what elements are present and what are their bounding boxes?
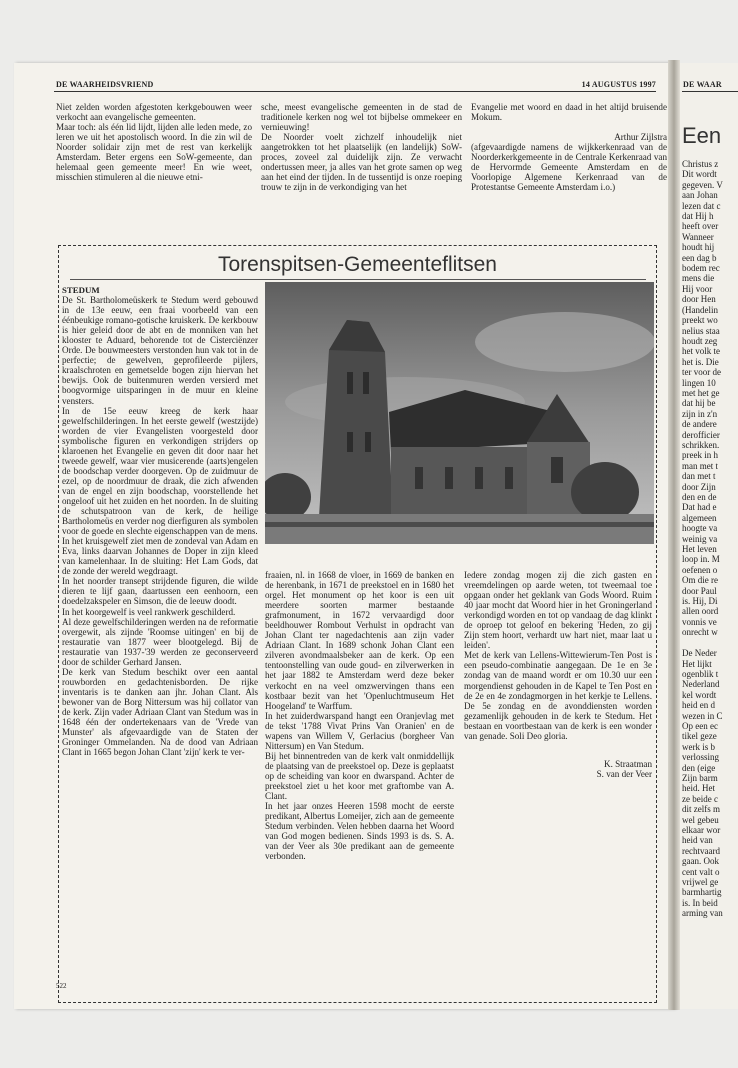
book-gutter <box>668 60 680 1010</box>
feature-col-middle: fraaien, nl. in 1668 de vloer, in 1669 de banken en de herenbank, in 1671 de preekstoel en in 1680 het orgel. Het monument op het koor is een uit meerdere soorten marmer bestaande grafmonument, in 1672 vervaardigd door beeldhouwer Rombout Verhulst in opdracht van Johan Clant ter nagedachtenis aan zijn vader Adriaan Clant. In 1689 schonk Johan Clant een zilveren avondmaalsbeker aan de kerk. Op een tentoonstelling van oude goud- en zilverwerken in het jaar 1882 te Amsterdam werd deze beker verkocht en na veel omzwervingen thans een kostbaar bezit van het 'Openluchtmuseum Het Hoogeland' te Warffum. In het zuiderdwarspand hangt een Oranjevlag met de tekst '1788 Vivat Prins Van Oranien' en de wapens van Willem V, Gerlacius (borgheer Van Nittersum) en Van Stedum. Bij het binnentreden van de kerk valt onmiddellijk de plaatsing van de preekstoel op. Deze is geplaatst op de scheiding van koor en dwarspand. Achter de preekstoel ziet u het koor met graftombe van A. Clant. In het jaar onzes Heeren 1598 mocht de eerste predikant, Albertus Lomeijer, zich aan de gemeente Stedum verbinden. Velen hebben daarna het Woord van God mogen bedienen. Sinds 1993 is ds. S. A. van der Veer als 30e predikant aan de gemeente verbonden. <box>265 570 454 862</box>
church-illustration <box>265 282 654 544</box>
page-number: 522 <box>56 982 67 990</box>
top-article-col1: Niet zelden worden afgestoten kerkgebouwen weer verkocht aan evangelische gemeenten. Maar toch: als één lid lijdt, lijden alle leden mede, zo leren we uit het apostolisch woord. In die zin wil de Noorder solidair zijn met de rest van kerkelijk Amsterdam. Beter ergens een SoW-gemeente, dan helemaal geen gemeente meer! En wie weet, misschien stimuleren al die nieuwe etni- <box>56 102 252 183</box>
top-article-col2: sche, meest evangelische gemeenten in de stad de traditionele kerken nog wel tot bijbelse ommekeer en vernieuwing! De Noorder voelt zichzelf inhoudelijk niet aangetrokken tot het plaatselijk (en landelijk) SoW-proces, zoveel zal duidelijk zijn. Ze verwacht ondertussen meer, ja alles van het grote samen op weg aan het eind der tijden. In de tussentijd is onze roeping trouw te zijn in de verkondiging van het <box>261 102 462 193</box>
top-article-col3 <box>471 102 667 192</box>
newspaper-page <box>14 63 674 1009</box>
next-page-fragment <box>680 63 738 1009</box>
headline-rule <box>70 279 646 280</box>
next-page-text: Christus z Dit wordt gegeven. V aan Johan lezen dat c dat Hij h heeft over Wanneer houdt hij een dag b bodem rec mens die Hij voor door Hen (Handelin preekt wo nelius staa houdt zeg het volk te het is. Die ter voor de lingen 10 met het ge dat hij be zijn in z'n de andere derofficier schrikken. preek in h man met t dan met t door Zijn den en de Dat had e algemeen hoogte va weinig va Het leven loop in. M oefenen o Om die re door Paul is. Hij, Di allen oord vonnis ve onrecht w De Neder Het lijkt ogenblik t Nederland kel wordt heid en d wezen in C Op een ec tikel geze werk is b verlossing den (eige Zijn barm heid. Het ze beide c dit zelfs m wel gebeu elkaar wor heid van rechtvaard gaan. Ook cent valt o vrijwel ge barmhartig is. In beid arming van <box>682 159 723 919</box>
feature-headline: Torenspitsen-Gemeenteflitsen <box>218 253 497 276</box>
next-page-header: DE WAAR <box>683 80 722 89</box>
next-header-rule <box>682 91 738 92</box>
section-title: STEDUM <box>62 285 100 295</box>
header-rule <box>54 91 656 92</box>
feature-col-left <box>62 285 258 757</box>
author-1: K. Straatman <box>604 758 652 769</box>
issue-date: 14 AUGUSTUS 1997 <box>581 80 656 89</box>
closing-text: Evangelie met woord en daad in het altijd bruisende Mokum. <box>471 102 667 123</box>
next-page-title: Een <box>682 123 722 148</box>
author-2: S. van der Veer <box>596 768 652 779</box>
affiliation: (afgevaardigde namens de wijkkerkenraad van de Noorderkerkgemeente in de Centrale Kerkenraad van de Hervormde Gemeente Amsterdam en de Voorlopige Algemene Kerkenraad van de Protestantse Gemeente Amsterdam i.o.) <box>471 142 667 193</box>
signature: Arthur Zijlstra <box>614 132 667 143</box>
feature-right-text: Iedere zondag mogen zij die zich gasten en vreemdelingen op aarde weten, tot tweemaal toe opgaan onder het geklank van Gods Woord. Ruim 40 jaar mocht dat Woord hier in het Groningerland verkondigd worden en tot op vandaag de dag klinkt de oproep tot geloof en bekering 'Heden, zo gij Zijn stem hoort, verhardt uw hart niet, maar laat u leiden'. Met de kerk van Lellens-Wittewierum-Ten Post is een pseudo-combinatie aangegaan. De 1e en 3e zondag van de maand wordt er om 10.30 uur een morgendienst gehouden in de Kapel te Ten Post en de 2e en 4e zondagmorgen in het kerkje te Lellens. De 5e zondag en de avonddiensten worden gezamenlijk gehouden in de kerk te Stedum. Het bestaan en voortbestaan van de kerk is een wonder van genade. Soli Deo gloria. <box>464 570 652 741</box>
publication-title: DE WAARHEIDSVRIEND <box>56 80 154 89</box>
feature-left-text: De St. Bartholomeüskerk te Stedum werd gebouwd in de 13e eeuw, een fraai voorbeeld van een éénbeukige romano-gotische kruiskerk. De kerkbouw is hier geleid door de abt en de monniken van het klooster te Aduard, behorende tot de Cisterciënzer Orde. De bouwmeesters verstonden hun vak tot in de perfectie; de gewelven, geprofileerde pijlers, kraalschroten en gemetselde bogen zijn hiervan het bewijs. Ook de buitenmuren werden versierd met boogvormige uitsparingen in de muur en kleine vensters. In de 15e eeuw kreeg de kerk haar gewelfschilderingen. In het eerste gewelf (westzijde) worden de vier Evangelisten voorgesteld door symbolische figuren en verkondigen strijders op klaroenen het Evangelie en geven dit door naar het tweede gewelf, waar vier musicerende (aarts)engelen de boodschap verder doorgeven. Op de zuidmuur de ezel, op de noordmuur de draak, die zich afwenden van de engel en zijn boodschap, voorstellende het ongeloof uit het zuiden en het noorden. In de sluiting de schutspatroon van de kerk, de heilige Bartholomeüs en verder nog dierfiguren als symbolen voor de goede en slechte eigenschappen van de mens. In het kruisgewelf ziet men de zondeval van Adam en Eva, links daarvan Johannes de Doper in zijn kleed van kamelenhaar. In de sluiting: Het Lam Gods, dat de zonde der wereld wegdraagt. In het noorder transept strijdende figuren, die wilde dieren te lijf gaan, daartussen een eenhoorn, een doedelzakspeler en Simson, die de leeuw doodt. In het koorgewelf is veel rankwerk geschilderd. Al deze gewelfschilderingen werden na de reformatie overgewit, als zijnde 'Roomse uitingen' en bij de restauratie van 1877 weer blootgelegd. Bij de restauratie van 1937-'39 werden ze geconserveerd door de schilder Gerhard Jansen. De kerk van Stedum beschikt over een aantal rouwborden en gedachtenisborden. De rijke inventaris is te danken aan jhr. Johan Clant. Als bewoner van de Borg Nittersum was hij collator van de kerk. Zijn vader Adriaan Clant van Stedum was in 1648 één der ondertekenaars van de 'Vrede van Munster' als afgevaardigde van de Staten der Groninger Ommelanden. Na de dood van Adriaan Clant in 1665 begon Johan Clant 'zijn' kerk te ver- <box>62 295 258 758</box>
church-photo <box>265 282 654 544</box>
feature-col-right <box>464 570 652 779</box>
